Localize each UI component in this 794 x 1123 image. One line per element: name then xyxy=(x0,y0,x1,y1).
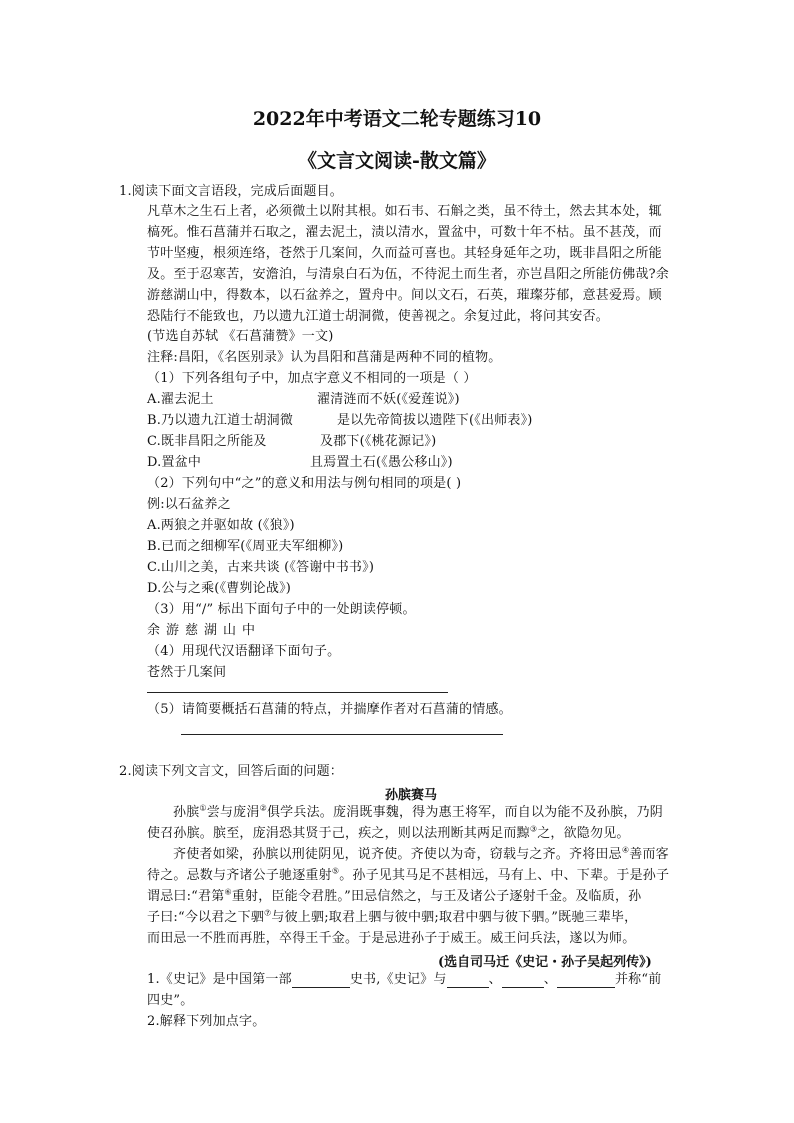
q-text: 1.《史记》是中国第一部 xyxy=(147,972,292,987)
answer-line[interactable] xyxy=(181,734,503,735)
passage-line: 使召孙膑。膑至，庞涓恐其贤于己，疾之，则以法刑断其两足而黥③之，欲隐勿见。 xyxy=(147,824,630,841)
option-c-left: C.既非昌阳之所能及 xyxy=(147,434,267,449)
passage-line: 槁死。惟石菖蒲并石取之，濯去泥土，渍以清水，置盆中，可数十年不枯。虽不甚茂，而 xyxy=(147,225,662,240)
passage-line: 凡草木之生石上者，必须微土以附其根。如石韦、石斛之类，虽不待土，然去其本处，辄 xyxy=(147,204,662,219)
option-a-right: 濯清涟而不妖(《爱莲说》) xyxy=(317,392,460,407)
option-d-left: D.置盆中 xyxy=(147,455,202,470)
passage-line: 而田忌一不胜而再胜，卒得王千金。于是忌进孙子于威王。威王问兵法，遂以为师。 xyxy=(147,931,636,946)
subquestion-3: （3）用“/” 标出下面句子中的一处朗读停顿。 xyxy=(147,602,416,617)
question-1-heading: 1.阅读下面文言语段，完成后面题目。 xyxy=(119,184,344,199)
passage-line: 节叶坚瘦，根须连络，苍然于几案间，久而益可喜也。其轻身延年之功，既非昌阳之所能 xyxy=(147,246,662,261)
question-2-2: 2.解释下列加点字。 xyxy=(147,1014,266,1029)
passage-source: (节选自苏轼 《石菖蒲赞》一文) xyxy=(147,329,334,344)
question-2-heading: 2.阅读下列文言文，回答后面的问题： xyxy=(119,764,344,779)
passage-line: 游慈湖山中，得数本，以石盆养之，置舟中。间以文石，石英，璀璨芬郁，意甚爱焉。顾 xyxy=(147,288,662,303)
question-2-1-cont: 四史”。 xyxy=(147,993,194,1008)
translate-sentence: 苍然于几案间 xyxy=(147,665,227,680)
option-c-right: 及郡下(《桃花源记》) xyxy=(320,434,437,449)
option-d-right: 且焉置土石(《愚公移山》) xyxy=(310,455,453,470)
passage-line: 孙膑①尝与庞涓②俱学兵法。庞涓既事魏，得为惠王将军，而自以为能不及孙膑，乃阴 xyxy=(173,803,663,820)
q-text: 并称“前 xyxy=(614,972,662,987)
passage-note: 注释:昌阳，《名医别录》认为昌阳和菖蒲是两种不同的植物。 xyxy=(147,350,502,365)
answer-blank[interactable] xyxy=(447,974,489,988)
q-text: 史书,《史记》与 xyxy=(349,972,447,987)
option-a-left: A.濯去泥土 xyxy=(147,392,214,407)
subquestion-5: （5）请简要概括石菖蒲的特点，并揣摩作者对石菖蒲的情感。 xyxy=(147,702,512,717)
option-b-right: 是以先帝简拔以遗陛下(《出师表》) xyxy=(337,413,533,428)
passage-line: 恐陆行不能致也，乃以遗九江道士胡洞微，使善视之。余复过此，将问其安否。 xyxy=(147,309,610,324)
document-subtitle: 《文言文阅读-散文篇》 xyxy=(298,150,496,172)
answer-line[interactable] xyxy=(147,692,448,693)
answer-blank[interactable] xyxy=(502,974,544,988)
subquestion-2: （2）下列句中“之”的意义和用法与例句相同的项是( ) xyxy=(147,476,462,491)
document-title: 2022年中考语文二轮专题练习10 xyxy=(252,108,542,130)
option-d: D.公与之乘(《曹刿论战》) xyxy=(147,581,292,596)
answer-blank[interactable] xyxy=(557,974,615,988)
passage-line: 谓忌曰:“君第⑥重射，臣能令君胜。”田忌信然之，与王及诸公子逐射千金。及临质，孙 xyxy=(147,887,642,904)
answer-blank[interactable] xyxy=(292,974,350,988)
passage-line: 及。至于忍寒苦，安澹泊，与清泉白石为伍，不待泥土而生者，亦岂昌阳之所能仿佛哉?余 xyxy=(147,267,669,282)
pause-sentence: 余游慈湖山中 xyxy=(147,623,262,638)
option-a: A.两狼之并驱如故 (《狼》) xyxy=(147,518,295,533)
passage-title: 孙膑赛马 xyxy=(384,788,437,803)
option-c: C.山川之美，古来共谈 (《答谢中书书》) xyxy=(147,560,375,575)
passage-source: (选自司马迁《史记・孙子吴起列传》) xyxy=(438,955,652,970)
q-text: 、 xyxy=(543,972,557,987)
question-2-1 xyxy=(147,972,661,988)
passage-line: 齐使者如梁，孙膑以刑徒阴见，说齐使。齐使以为奇，窃载与之齐。齐将田忌④善而客 xyxy=(173,845,669,862)
subquestion-4: （4）用现代汉语翻译下面句子。 xyxy=(147,644,341,659)
passage-line: 待之。忌数与齐诸公子驰逐重射⑤。孙子见其马足不甚相远，马有上、中、下辈。于是孙子 xyxy=(147,866,670,883)
q-text: 、 xyxy=(488,972,502,987)
option-b: B.已而之细柳军(《周亚夫军细柳》) xyxy=(147,539,344,554)
example-sentence: 例:以石盆养之 xyxy=(147,497,231,512)
subquestion-1: （1）下列各组句子中，加点字意义不相同的一项是（ ） xyxy=(147,371,477,386)
passage-line: 子曰:“今以君之下驷⑦与彼上驷;取君上驷与彼中驷;取君中驷与彼下驷。”既驰三辈毕， xyxy=(147,908,638,925)
option-b-left: B.乃以遗九江道士胡洞微 xyxy=(147,413,294,428)
